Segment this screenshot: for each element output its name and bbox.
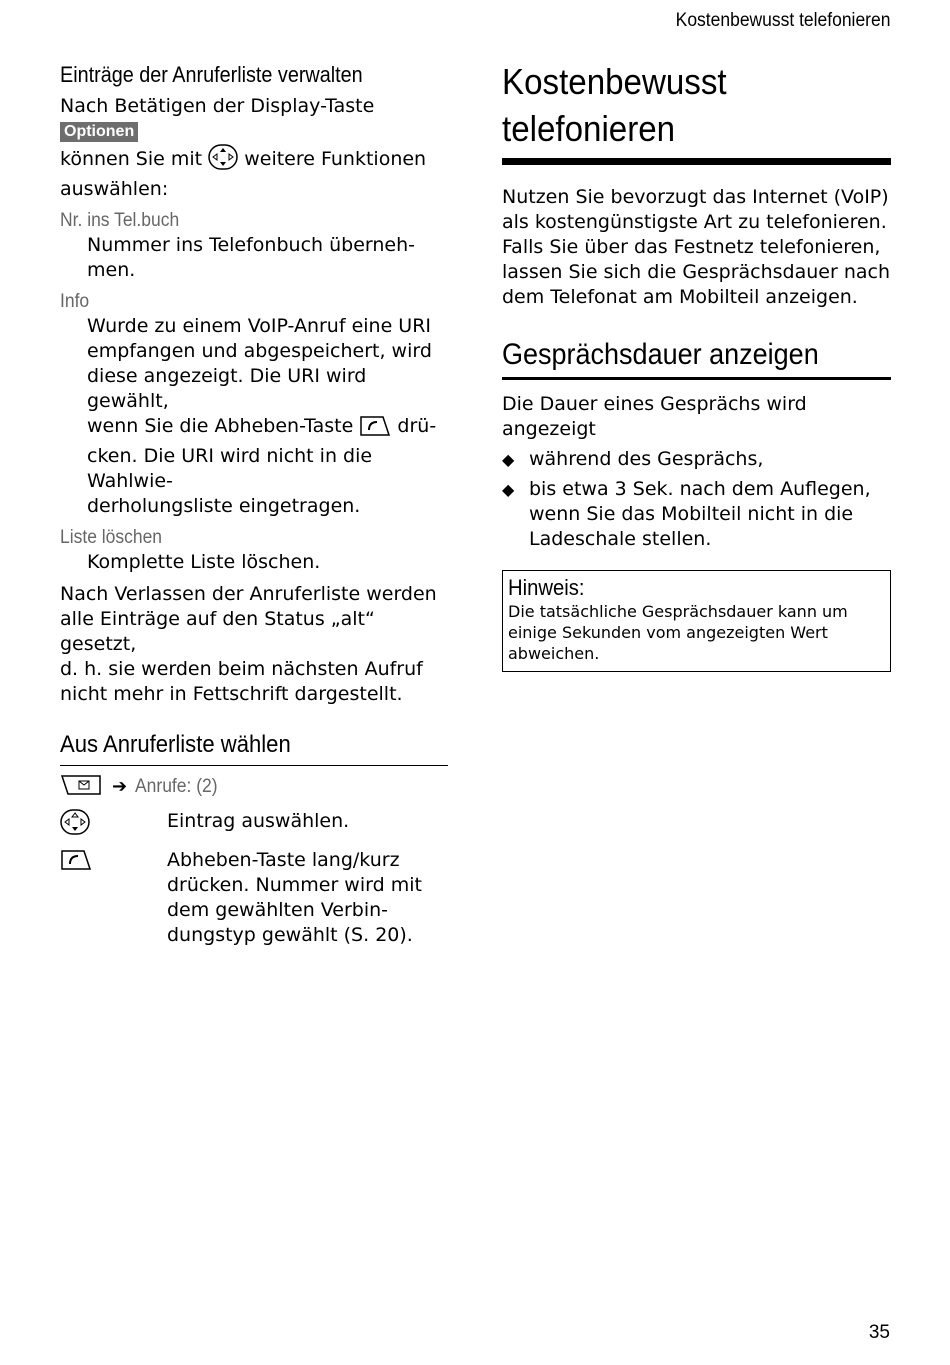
note-title: Hinweis:	[508, 575, 585, 600]
bullet-list	[502, 447, 891, 552]
text-line: lassen Sie sich die Gesprächsdauer nach	[502, 261, 891, 283]
step-icon-cell	[60, 809, 167, 842]
text-line: Die tatsächliche Gesprächsdauer kann um	[508, 602, 848, 621]
intro-paragraph	[60, 94, 448, 202]
text-line: men.	[87, 259, 136, 281]
step-row	[60, 848, 448, 948]
text-line: Nutzen Sie bevorzugt das Internet (VoIP)	[502, 186, 889, 208]
talk-key-icon	[60, 849, 92, 878]
diamond-bullet-icon: ◆	[502, 480, 515, 499]
section-heading-dial-from-list	[60, 731, 448, 766]
text-line: Falls Sie über das Festnetz telefonieren,	[502, 236, 881, 258]
menu-item-nr-ins-telbuch: Nr. ins Tel.buch	[60, 210, 180, 231]
note-box	[502, 570, 891, 672]
message-key-icon	[60, 774, 102, 803]
text-line: Abheben-Taste lang/kurz	[167, 849, 400, 871]
section-heading-manage-entries: Einträge der Anruferliste verwalten	[60, 62, 363, 87]
text-line: einige Sekunden vom angezeigten Wert	[508, 623, 828, 642]
text-line: dem gewählten Verbin-	[167, 899, 389, 921]
text-line: während des Gesprächs,	[529, 448, 764, 470]
intro-text-2: können Sie mit	[60, 148, 203, 170]
text-line	[87, 414, 448, 444]
menu-item-liste-loeschen: Liste löschen	[60, 527, 163, 548]
text-line: dem Telefonat am Mobilteil anzeigen.	[502, 286, 858, 308]
chapter-title	[502, 58, 891, 165]
text-line: Ladeschale stellen.	[529, 528, 712, 550]
text-line: bis etwa 3 Sek. nach dem Auflegen,	[529, 478, 871, 500]
menu-item-description	[60, 314, 448, 519]
text-line: nicht mehr in Fettschrift dargestellt.	[60, 683, 403, 705]
text-line: abweichen.	[508, 644, 600, 663]
text-line: Nummer ins Telefonbuch überneh-	[87, 234, 415, 256]
text-line: wenn Sie das Mobilteil nicht in die	[529, 503, 854, 525]
text-line: empfangen und abgespeichert, wird	[87, 340, 432, 362]
step-icon-cell	[60, 848, 167, 948]
section-lead: Die Dauer eines Gesprächs wird angezeigt	[502, 393, 807, 440]
text-fragment: wenn Sie die Abheben-Taste	[87, 415, 354, 437]
chapter-title-line: telefonieren	[502, 108, 676, 149]
note-text	[508, 601, 885, 664]
text-line: drücken. Nummer wird mit	[167, 874, 422, 896]
page-number: 35	[868, 1322, 890, 1343]
intro-text-4: auswählen:	[60, 178, 169, 200]
chapter-title-line: Kostenbewusst	[502, 61, 727, 102]
section-heading-call-duration	[502, 338, 891, 380]
menu-path-row	[60, 774, 448, 803]
menu-path-label: Anrufe: (2)	[135, 776, 218, 797]
menu-item-description	[60, 233, 448, 283]
right-column	[502, 58, 891, 672]
text-fragment: drü-	[397, 415, 437, 437]
talk-key-icon	[359, 415, 391, 444]
text-line: diese angezeigt. Die URI wird gewählt,	[87, 365, 367, 412]
step-text	[167, 848, 448, 948]
text-line: Wurde zu einem VoIP-Anruf eine URI	[87, 315, 432, 337]
section-heading-text: Aus Anruferliste wählen	[60, 731, 291, 758]
navigation-key-icon	[60, 809, 90, 842]
chapter-intro	[502, 185, 891, 310]
text-line: Eintrag auswählen.	[167, 810, 350, 832]
left-column	[60, 62, 448, 948]
menu-item-description	[60, 550, 448, 575]
text-line: als kostengünstigste Art zu telefonieren.	[502, 211, 887, 233]
text-line: Nach Verlassen der Anruferliste werden	[60, 583, 437, 605]
text-line: derholungsliste eingetragen.	[87, 495, 361, 517]
step-row	[60, 809, 448, 842]
intro-text-3: weitere Funktionen	[244, 148, 427, 170]
text-line: d. h. sie werden beim nächsten Aufruf	[60, 658, 423, 680]
step-text	[167, 809, 448, 842]
text-line: alle Einträge auf den Status „alt“ gesetzt,	[60, 608, 375, 655]
menu-item-info: Info	[60, 291, 90, 312]
diamond-bullet-icon: ◆	[502, 450, 515, 469]
running-header: Kostenbewusst telefonieren	[675, 10, 890, 31]
navigation-key-icon	[208, 144, 238, 177]
closing-paragraph	[60, 582, 448, 707]
section-heading-text: Gesprächsdauer anzeigen	[502, 338, 819, 371]
arrow-icon: ➔	[112, 776, 128, 797]
list-item	[502, 447, 891, 472]
intro-text-1: Nach Betätigen der Display-Taste	[60, 95, 375, 117]
text-line: cken. Die URI wird nicht in die Wahlwie-	[87, 445, 373, 492]
list-item	[502, 477, 891, 552]
softkey-options: Optionen	[60, 122, 138, 142]
text-line: Komplette Liste löschen.	[87, 551, 321, 573]
text-line: dungstyp gewählt (S. 20).	[167, 924, 413, 946]
